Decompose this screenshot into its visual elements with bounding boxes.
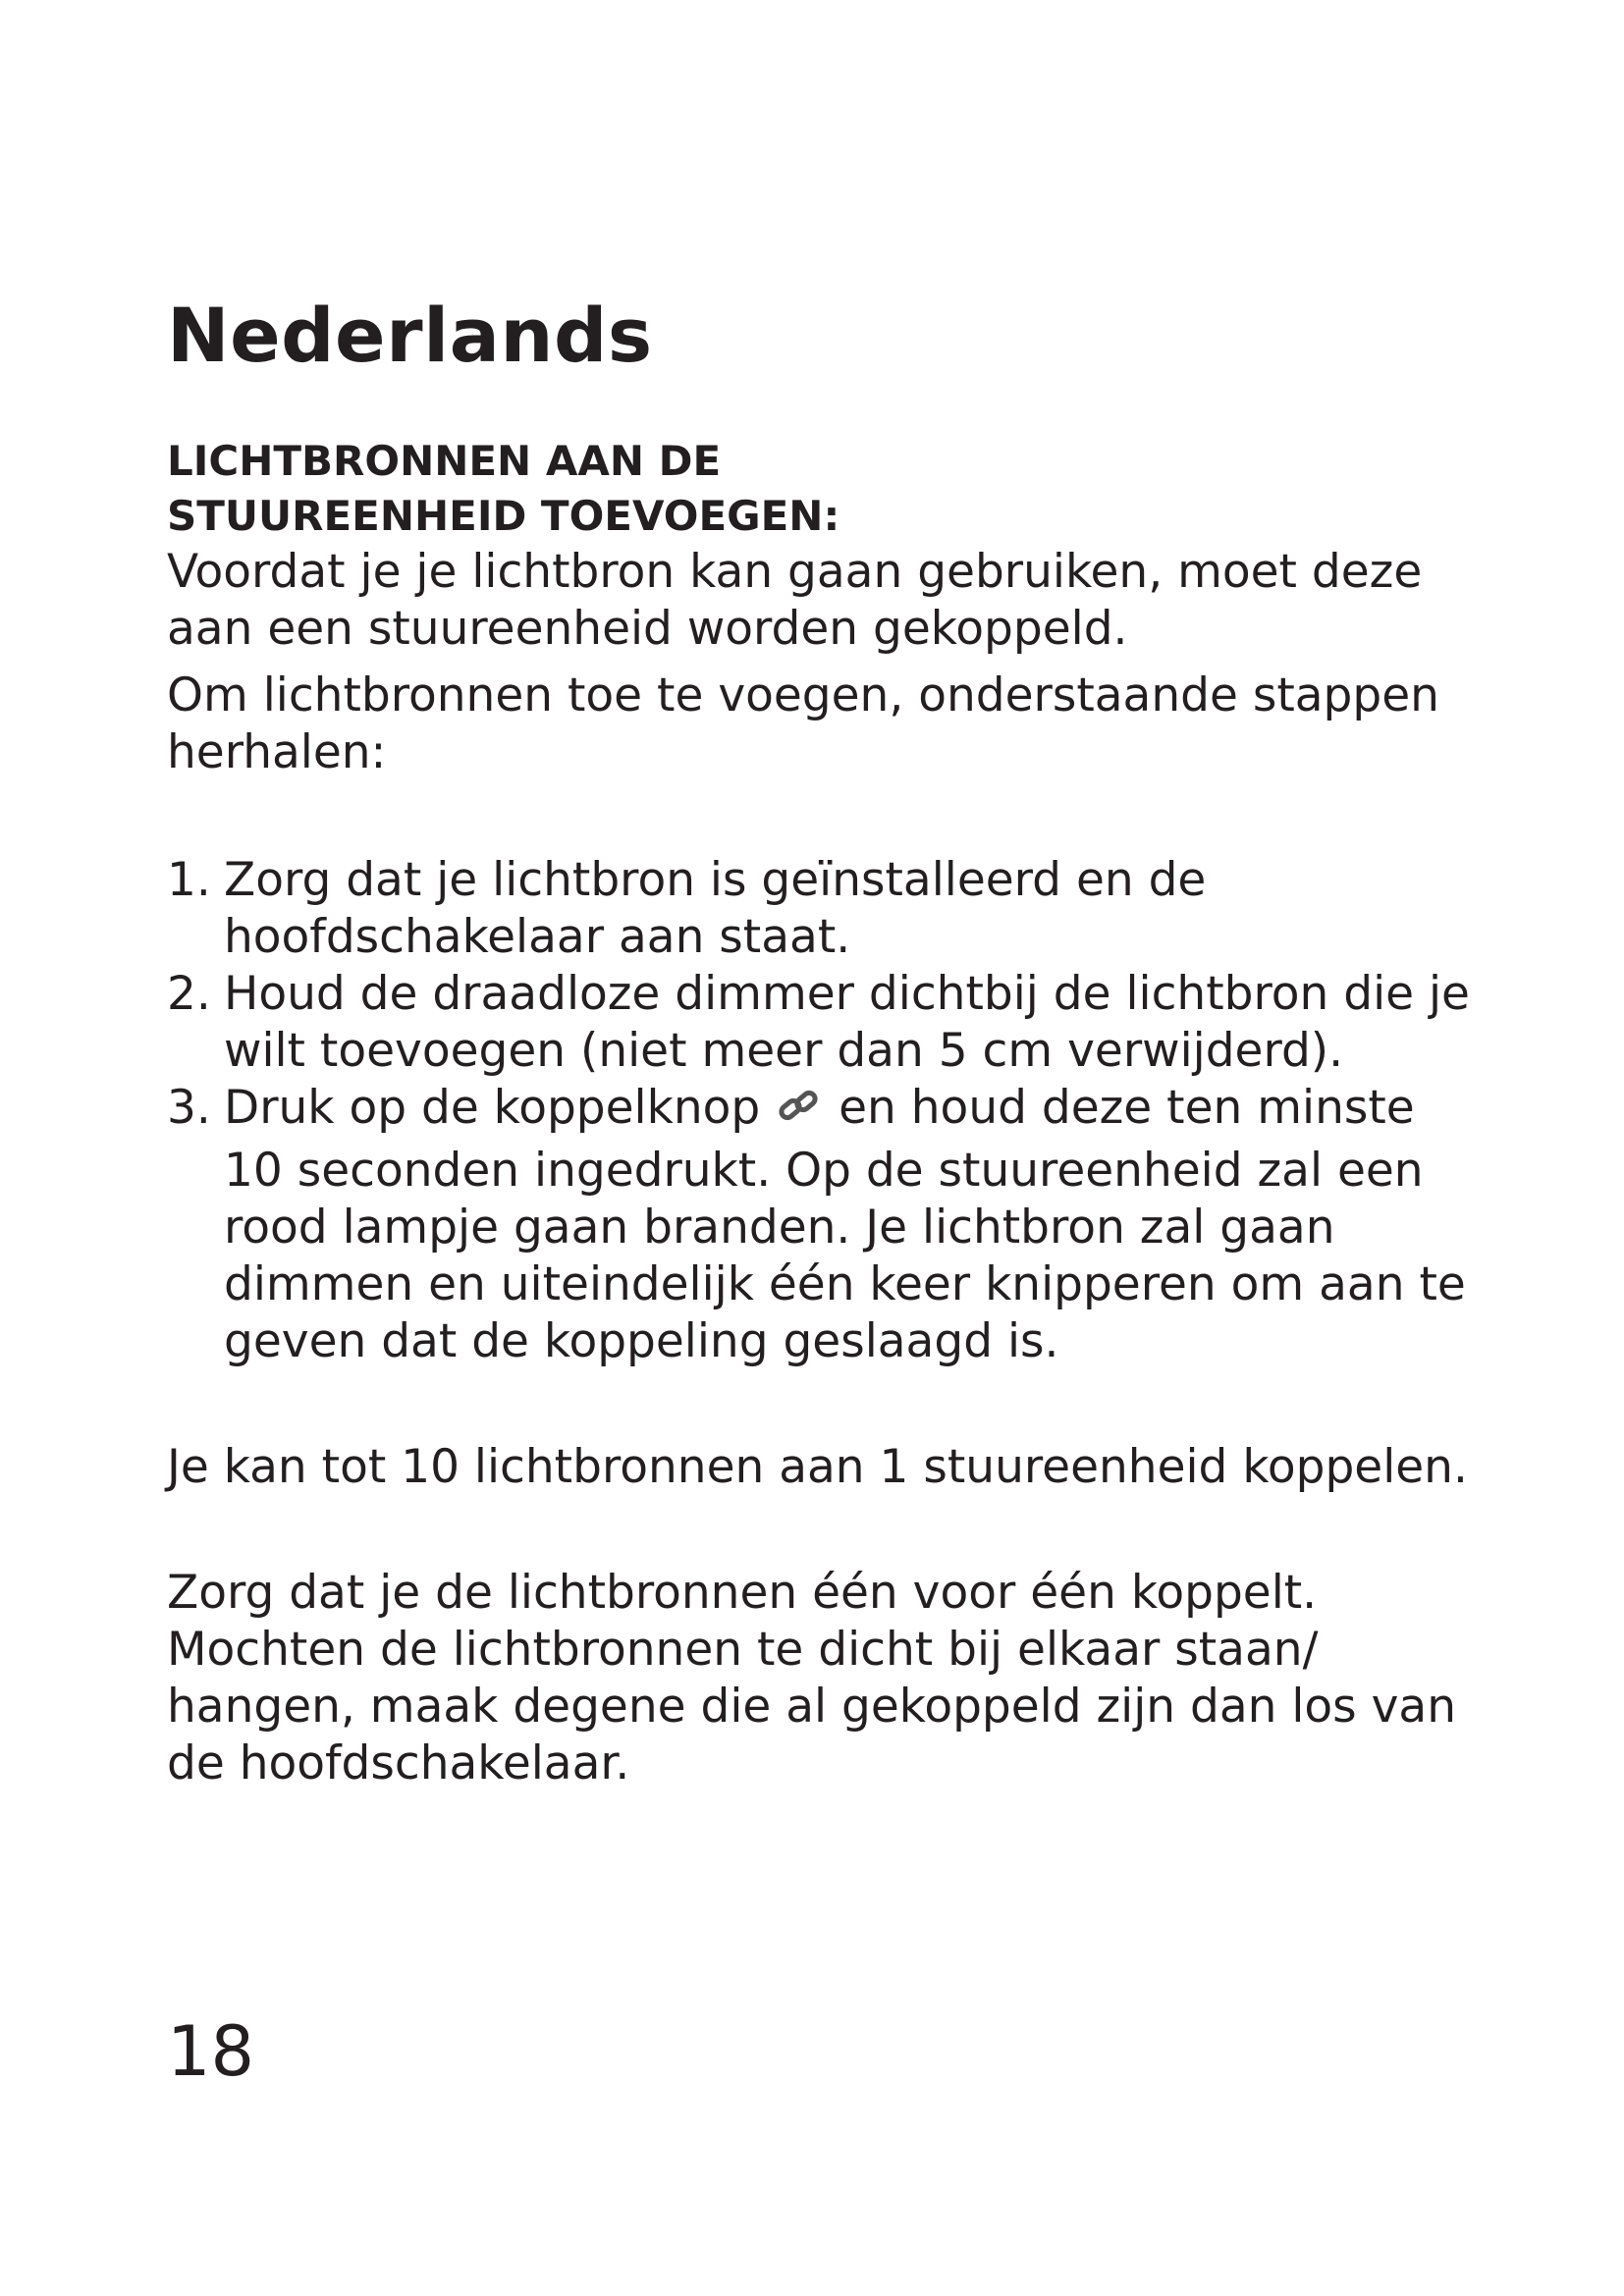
- step-item: [167, 1080, 1483, 1370]
- section-heading-line-2: STUUREENHEID TOEVOEGEN:: [167, 491, 840, 540]
- section-heading: [167, 434, 1483, 544]
- link-icon: [777, 1084, 822, 1143]
- page-title: Nederlands: [167, 292, 653, 379]
- step-item: [167, 852, 1483, 966]
- step-text-before-icon: Druk op de koppelknop: [224, 1080, 761, 1135]
- intro-paragraph-1: Voordat je je lichtbron kan gaan gebruiken, moet deze aan een stuureenheid worden gekoppeld.: [167, 544, 1423, 656]
- step-item: [167, 966, 1483, 1080]
- one-by-one-paragraph: Zorg dat je de lichtbronnen één voor één koppelt. Mochten de lichtbronnen te dicht bij elkaar staan/ hangen, maak degene die al gekoppeld zijn dan los van de hoofdschakelaar.: [167, 1565, 1457, 1790]
- manual-page-content: [167, 294, 1483, 1792]
- steps-list: [167, 852, 1483, 1370]
- step-number: 3.: [167, 1080, 211, 1135]
- step-number: 2.: [167, 966, 211, 1021]
- step-text: Zorg dat je lichtbron is geïnstalleerd en de hoofdschakelaar aan staat.: [224, 852, 1207, 964]
- step-number: 1.: [167, 852, 211, 907]
- step-text: Houd de draadloze dimmer dichtbij de lichtbron die je wilt toevoegen (niet meer dan 5 cm verwijderd).: [224, 966, 1470, 1078]
- section-heading-line-1: LICHTBRONNEN AAN DE: [167, 436, 722, 485]
- page-number: 18: [167, 2011, 255, 2092]
- limit-paragraph: Je kan tot 10 lichtbronnen aan 1 stuureenheid koppelen.: [167, 1439, 1468, 1494]
- step-text-after-icon: en houd deze ten minste 10 seconden ingedrukt. Op de stuureenheid zal een rood lampje gaan branden. Je lichtbron zal gaan dimmen en uiteindelijk één keer knipperen om aan te geven dat de koppeling geslaagd is.: [224, 1080, 1466, 1368]
- intro-paragraph-2: Om lichtbronnen toe te voegen, onderstaande stappen herhalen:: [167, 667, 1439, 779]
